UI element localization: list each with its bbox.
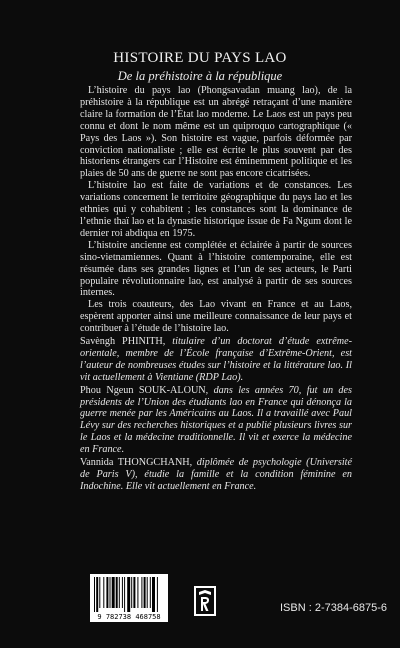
barcode-bar bbox=[119, 577, 120, 608]
blurb bbox=[80, 85, 352, 335]
barcode-bar bbox=[94, 577, 95, 612]
barcode-bar bbox=[106, 577, 108, 608]
barcode-number: 9 782738 468758 bbox=[97, 613, 161, 621]
blurb-paragraph-1: L’histoire du pays lao (Phongsavadan muang lao), de la préhistoire à la république est un abrégé retraçant d’une manière claire la formation de l’État lao moderne. Le Laos est un pays peu connu et dont le nom même est un quiproquo cartographique (« Pays des Laos »). Son histoire est vague, parfois déformée par conviction nationaliste ; elle est écrite le plus souvent par des historiens étrangers car l’Histoire est éminemment politique et les plaies de 50 ans de guerre ne sont pas encore cicatrisées. bbox=[80, 85, 352, 180]
barcode-bar bbox=[133, 577, 135, 608]
barcode-bar bbox=[127, 577, 130, 612]
blurb-paragraph-4: Les trois coauteurs, des Lao vivant en France et au Laos, espèrent apporter ainsi une meilleure connaissance de leur pays et contribuer à l’étude de l’histoire lao. bbox=[80, 299, 352, 335]
author-description: , dans les années 70, fut un des présidents de l’Union des étudiants lao en France qui dénonça la guerre menée par les Américains au Laos. Il a travaillé avec Paul Lévy sur des recherches historiques et a publié plusieurs livres sur le Laos et la médecine traditionnelle. Il vit et exerce la médecine en France. bbox=[80, 384, 352, 456]
barcode-bar bbox=[122, 577, 123, 608]
barcode-bar bbox=[144, 577, 146, 608]
barcode-bar bbox=[96, 577, 98, 612]
author-bio bbox=[80, 336, 352, 384]
author-bio bbox=[80, 385, 352, 456]
isbn: ISBN : 2-7384-6875-6 bbox=[280, 602, 388, 614]
author-bio bbox=[80, 457, 352, 493]
barcode-bar bbox=[157, 577, 158, 612]
barcode-bar bbox=[131, 577, 132, 608]
barcode-bars bbox=[90, 574, 168, 614]
barcode-bar bbox=[103, 577, 104, 608]
author-name: Vannida THONGCHANH bbox=[80, 457, 190, 469]
barcode-bar bbox=[147, 577, 148, 608]
barcode bbox=[90, 574, 168, 622]
barcode-bar bbox=[110, 577, 111, 608]
barcode-bar bbox=[141, 577, 142, 608]
author-description: , diplômée de psychologie (Université de Paris V), étudie la famille et la condition féminine en Indochine. Elle vit actuellement en France. bbox=[80, 457, 353, 492]
author-name: Savèngh PHINITH bbox=[80, 336, 163, 347]
book-subtitle: De la préhistoire à la république bbox=[117, 69, 283, 83]
author-bios bbox=[80, 336, 352, 494]
barcode-bar bbox=[124, 577, 125, 612]
author-description: , titulaire d’un doctorat d’étude extrême-orientale, membre de l’École française d’Extrême-Orient, est l’auteur de nombreuses études sur l’histoire et la littérature lao. Il vit actuellement à Vientiane (RDP Lao). bbox=[80, 336, 352, 383]
barcode-bar bbox=[150, 577, 151, 608]
barcode-bar bbox=[116, 577, 118, 608]
barcode-bar bbox=[99, 577, 100, 608]
publisher-logo-icon bbox=[194, 586, 216, 616]
blurb-paragraph-3: L’histoire ancienne est complétée et éclairée à partir de sources sino-vietnamiennes. Quant à l’histoire contemporaine, elle est résumée dans ses grandes lignes et l’un de ses acteurs, le Parti populaire révolutionnaire lao, est analysé à partir de ses sources internes. bbox=[80, 239, 352, 299]
blurb-paragraph-2: L’histoire lao est faite de variations et de constances. Les variations concernent le territoire géographique du pays lao et les ethnies qui y cohabitent ; les constances sont la dominance de l’ethnie thaï lao et la dynastie historique issue de Fa Ngum dont le dernier roi abdiqua en 1975. bbox=[80, 180, 352, 239]
author-name: Phou Ngeun SOUK-ALOUN bbox=[80, 384, 206, 396]
barcode-bar bbox=[152, 577, 155, 612]
barcode-bar bbox=[137, 577, 138, 608]
book-title: HISTOIRE DU PAYS LAO bbox=[113, 50, 287, 66]
barcode-bar bbox=[112, 577, 115, 608]
